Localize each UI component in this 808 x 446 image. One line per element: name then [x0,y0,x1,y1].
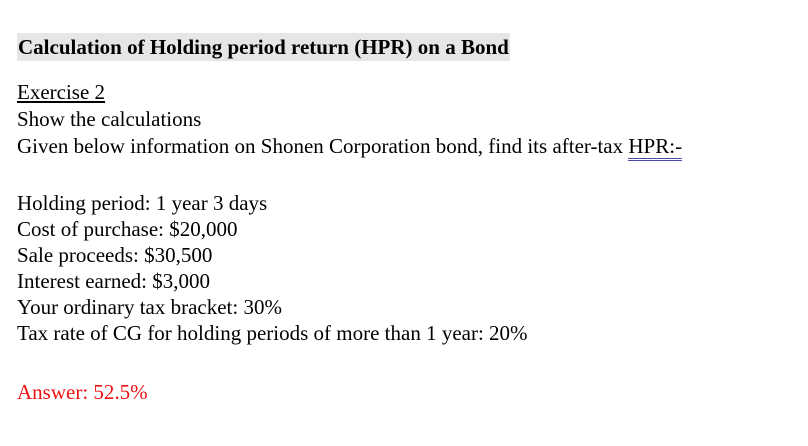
fact-sale-proceeds: Sale proceeds: $30,500 [17,243,213,267]
hpr-term: HPR:- [628,134,682,161]
fact-interest-earned: Interest earned: $3,000 [17,269,211,293]
instruction-text: Show the calculations [17,107,202,131]
document-title: Calculation of Holding period return (HPR) on a Bond [18,35,509,59]
fact-cost-of-purchase: Cost of purchase: $20,000 [17,217,238,241]
fact-ordinary-tax-bracket: Your ordinary tax bracket: 30% [17,295,282,319]
fact-holding-period: Holding period: 1 year 3 days [17,191,268,215]
answer-text: Answer: 52.5% [17,380,148,404]
fact-cg-tax-rate: Tax rate of CG for holding periods of more than 1 year: 20% [17,321,528,345]
exercise-heading: Exercise 2 [17,80,106,104]
given-prefix: Given below information on Shonen Corporation bond, find its after-tax [17,134,629,158]
given-statement [17,133,682,159]
